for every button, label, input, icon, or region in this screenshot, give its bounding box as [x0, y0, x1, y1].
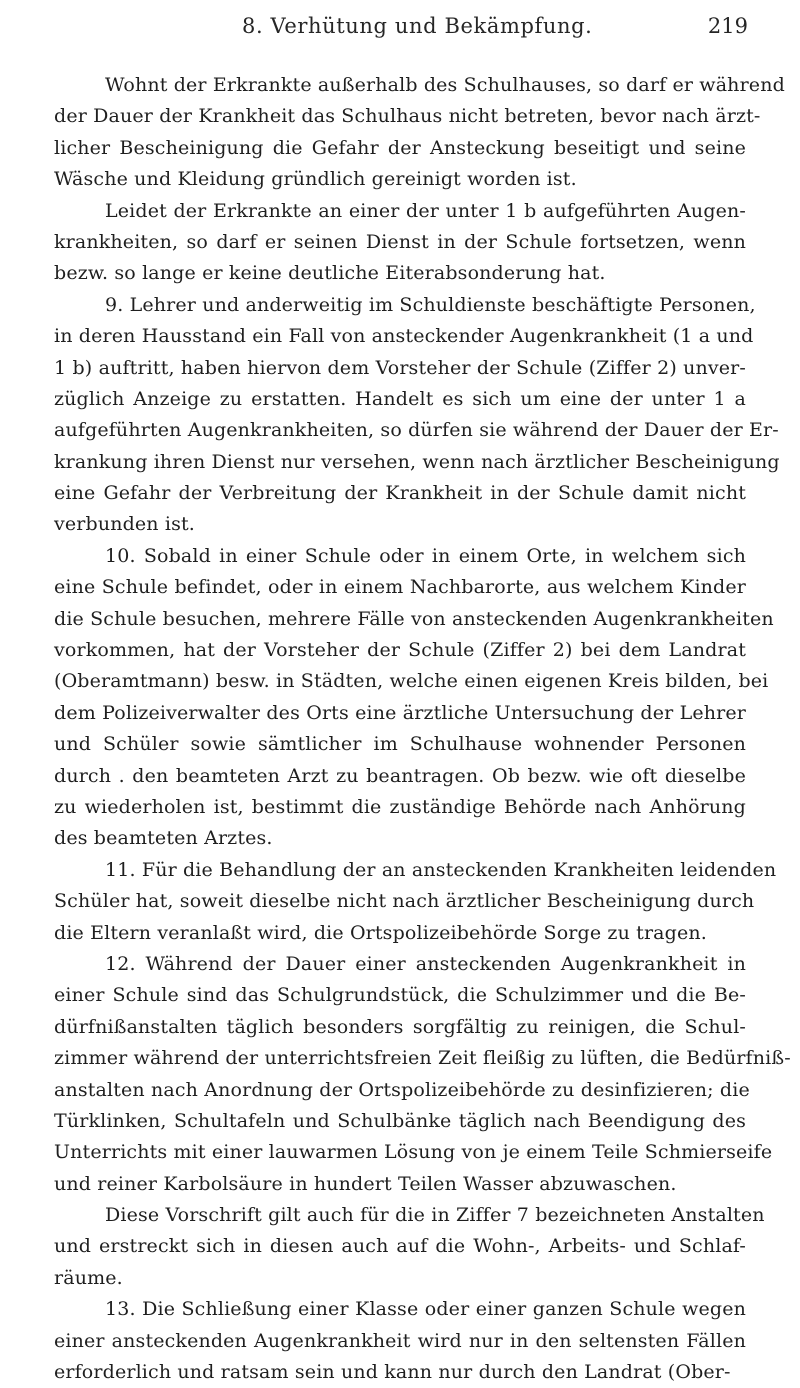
text-line: krankheiten, so darf er seinen Dienst in der Schule fortsetzen, wenn — [54, 230, 746, 253]
text-line: einer ansteckenden Augenkrankheit wird nur in den seltensten Fällen — [54, 1329, 746, 1352]
text-line: Unterrichts mit einer lauwarmen Lösung von je einem Teile Schmierseife — [54, 1141, 773, 1164]
text-line: 10. Sobald in einer Schule oder in einem Orte, in welchem sich — [105, 544, 746, 567]
text-line: räume. — [54, 1266, 123, 1289]
text-line: dem Polizeiverwalter des Orts eine ärztliche Untersuchung der Lehrer — [54, 701, 746, 724]
paragraph — [54, 196, 746, 290]
text-line: zimmer während der unterrichtsfreien Zeit fleißig zu lüften, die Bedürfniß- — [54, 1047, 791, 1070]
text-line: zu wiederholen ist, bestimmt die zuständige Behörde nach Anhörung — [54, 795, 746, 818]
text-line: krankung ihren Dienst nur versehen, wenn nach ärztlicher Bescheinigung — [54, 450, 780, 473]
text-line: züglich Anzeige zu erstatten. Handelt es sich um eine der unter 1 a — [54, 387, 746, 410]
page-number: 219 — [707, 14, 748, 38]
text-line: in deren Hausstand ein Fall von ansteckender Augenkrankheit (1 a und — [54, 325, 754, 348]
text-line: aufgeführten Augenkrankheiten, so dürfen sie während der Dauer der Er- — [54, 419, 779, 442]
page-header — [80, 14, 748, 48]
text-line: Türklinken, Schultafeln und Schulbänke täglich nach Beendigung des — [54, 1109, 746, 1132]
text-line: der Dauer der Krankheit das Schulhaus nicht betreten, bevor nach ärzt- — [54, 105, 761, 128]
text-line: 9. Lehrer und anderweitig im Schuldienste beschäftigte Personen, — [105, 293, 756, 316]
paragraph — [54, 541, 774, 855]
running-title: 8. Verhütung und Bekämpfung. — [242, 14, 593, 38]
text-line: Leidet der Erkrankte an einer der unter 1 b aufgeführten Augen- — [105, 199, 746, 222]
paragraph — [54, 855, 777, 949]
paragraph — [54, 949, 791, 1200]
text-line: 13. Die Schließung einer Klasse oder einer ganzen Schule wegen — [105, 1298, 746, 1321]
text-line: vorkommen, hat der Vorsteher der Schule (Ziffer 2) bei dem Landrat — [54, 639, 746, 662]
paragraph — [54, 1294, 746, 1388]
text-line: die Schule besuchen, mehrere Fälle von ansteckenden Augenkrankheiten — [54, 607, 774, 630]
text-line: durch . den beamteten Arzt zu beantragen. Ob bezw. wie oft dieselbe — [54, 764, 746, 787]
text-line: dürfnißanstalten täglich besonders sorgfältig zu reinigen, die Schul- — [54, 1015, 746, 1038]
text-line: licher Bescheinigung die Gefahr der Ansteckung beseitigt und seine — [54, 136, 746, 159]
text-line: Diese Vorschrift gilt auch für die in Ziffer 7 bezeichneten Anstalten — [105, 1204, 765, 1227]
text-line: 1 b) auftritt, haben hiervon dem Vorsteher der Schule (Ziffer 2) unver- — [54, 356, 746, 379]
text-line: 11. Für die Behandlung der an ansteckenden Krankheiten leidenden — [105, 858, 777, 881]
text-line: die Eltern veranlaßt wird, die Ortspolizeibehörde Sorge zu tragen. — [54, 921, 707, 944]
text-line: des beamteten Arztes. — [54, 827, 273, 850]
text-line: und Schüler sowie sämtlicher im Schulhause wohnender Personen — [54, 733, 746, 756]
text-line: 12. Während der Dauer einer ansteckenden Augenkrankheit in — [105, 952, 746, 975]
paragraph — [54, 1200, 765, 1294]
text-line: Wäsche und Kleidung gründlich gereinigt worden ist. — [54, 168, 577, 191]
text-line: anstalten nach Anordnung der Ortspolizeibehörde zu desinfizieren; die — [54, 1078, 750, 1101]
paragraph — [54, 290, 780, 541]
text-line: bezw. so lange er keine deutliche Eiterabsonderung hat. — [54, 262, 606, 285]
paragraph — [54, 70, 785, 196]
body-text — [54, 70, 791, 1388]
text-line: (Oberamtmann) besw. in Städten, welche einen eigenen Kreis bilden, bei — [54, 670, 769, 693]
text-line: Schüler hat, soweit dieselbe nicht nach ärztlicher Bescheinigung durch — [54, 890, 755, 913]
text-line: eine Gefahr der Verbreitung der Krankheit in der Schule damit nicht — [54, 482, 746, 505]
text-line: eine Schule befindet, oder in einem Nachbarorte, aus welchem Kinder — [54, 576, 746, 599]
text-line: und erstreckt sich in diesen auch auf die Wohn-, Arbeits- und Schlaf- — [54, 1235, 746, 1258]
text-line: einer Schule sind das Schulgrundstück, die Schulzimmer und die Be- — [54, 984, 746, 1007]
text-line: Wohnt der Erkrankte außerhalb des Schulhauses, so darf er während — [105, 74, 785, 96]
text-line: verbunden ist. — [54, 513, 195, 536]
text-line: und reiner Karbolsäure in hundert Teilen Wasser abzuwaschen. — [54, 1172, 677, 1195]
text-line: erforderlich und ratsam sein und kann nur durch den Landrat (Ober- — [54, 1361, 731, 1384]
